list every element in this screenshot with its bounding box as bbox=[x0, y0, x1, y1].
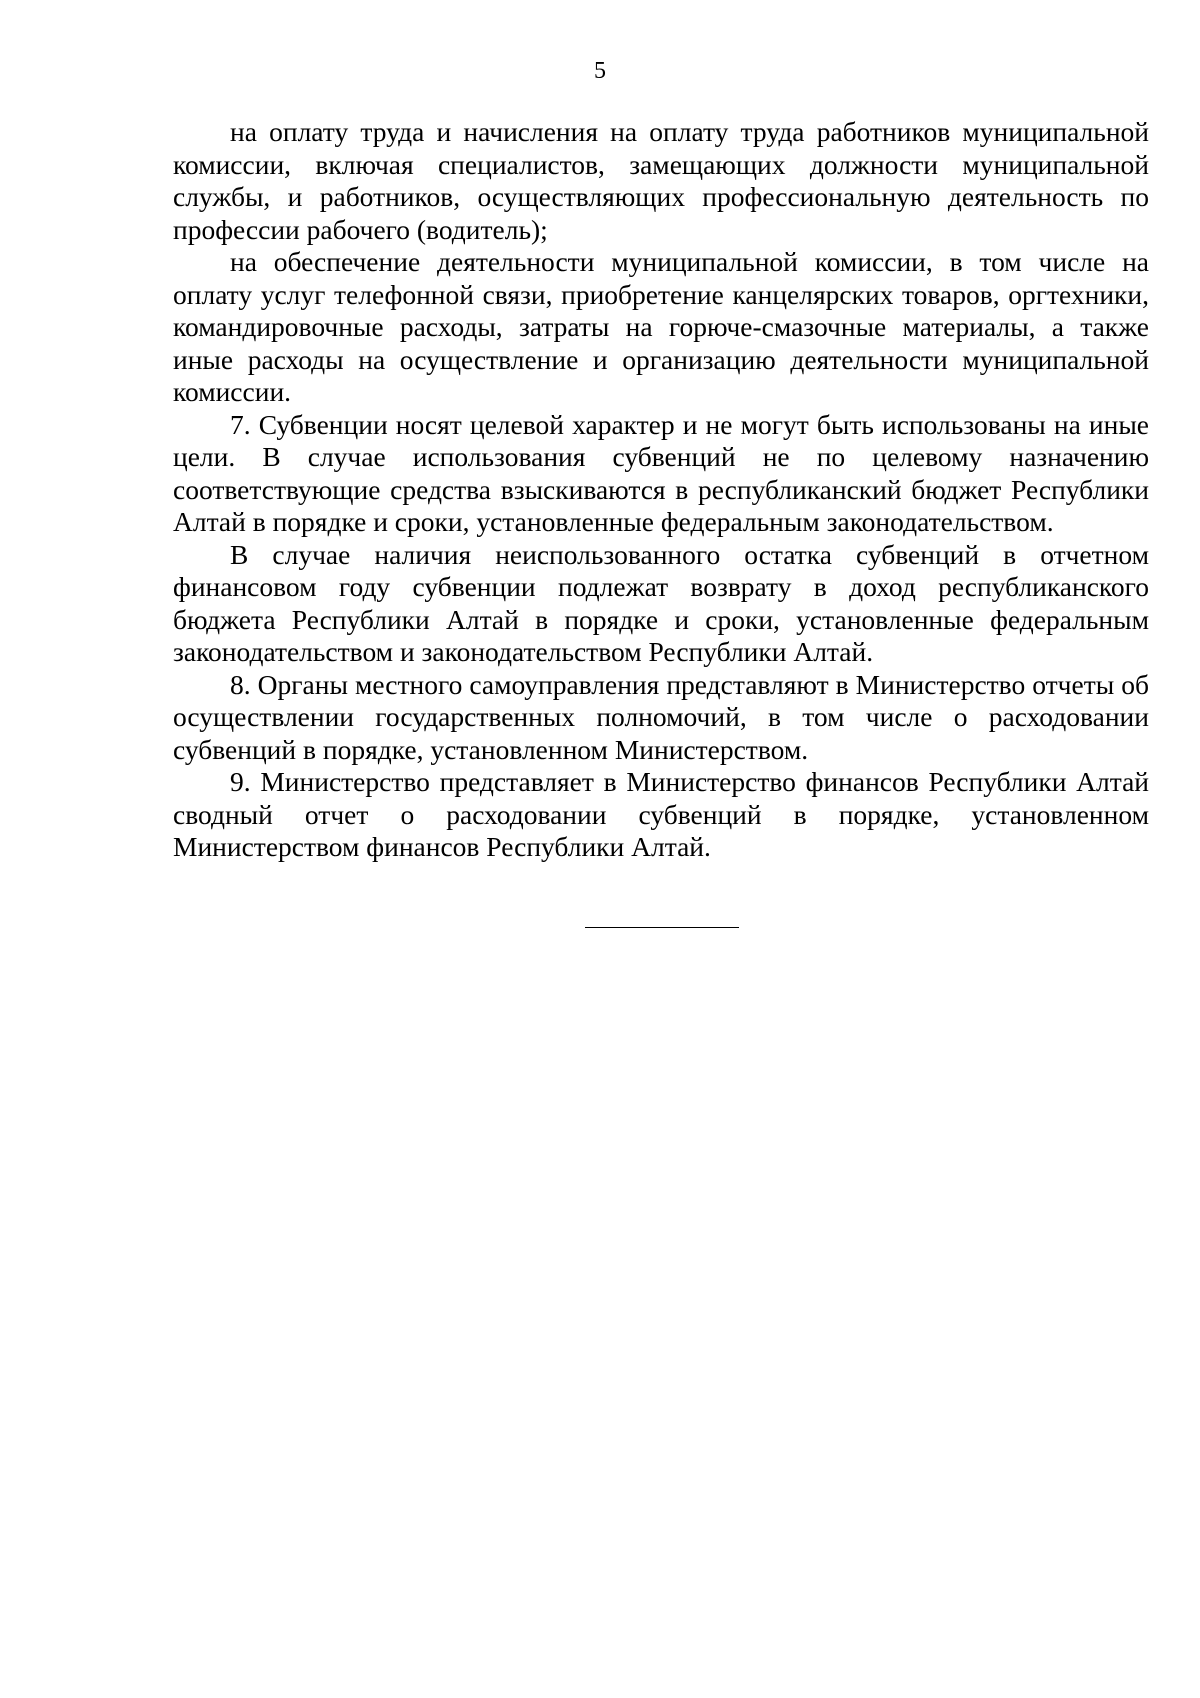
paragraph-9-ministry-report: 9. Министерство представляет в Министерство финансов Республики Алтай сводный отчет о расходовании субвенций в порядке, установленном Министерством финансов Республики Алтай. bbox=[173, 766, 1149, 862]
document-body bbox=[173, 116, 1149, 864]
paragraph-commission-activity: на обеспечение деятельности муниципальной комиссии, в том числе на оплату услуг телефонной связи, приобретение канцелярских товаров, оргтехники, командировочные расходы, затраты на горюче-смазочные материалы, а также иные расходы на осуществление и организацию деятельности муниципальной комиссии. bbox=[173, 246, 1149, 407]
paragraph-8-local-reports: 8. Органы местного самоуправления представляют в Министерство отчеты об осуществлении государственных полномочий, в том числе о расходовании субвенций в порядке, установленном Министерством. bbox=[173, 668, 1149, 765]
closing-divider bbox=[585, 927, 739, 928]
page-number: 5 bbox=[594, 58, 606, 84]
paragraph-7-targeted-subventions: 7. Субвенции носят целевой характер и не могут быть использованы на иные цели. В случае использования субвенций не по целевому назначению соответствующие средства взыскиваются в республиканский бюджет Республики Алтай в порядке и сроки, установленные федеральным законодательством. bbox=[173, 408, 1149, 537]
paragraph-labor-costs: на оплату труда и начисления на оплату труда работников муниципальной комиссии, включая специалистов, замещающих должности муниципальной службы, и работников, осуществляющих профессиональную деятельность по профессии рабочего (водитель); bbox=[173, 116, 1149, 245]
paragraph-unused-balance-return: В случае наличия неиспользованного остатка субвенций в отчетном финансовом году субвенции подлежат возврату в доход республиканского бюджета Республики Алтай в порядке и сроки, установленные федеральным законодательством и законодательством Республики Алтай. bbox=[173, 538, 1149, 667]
